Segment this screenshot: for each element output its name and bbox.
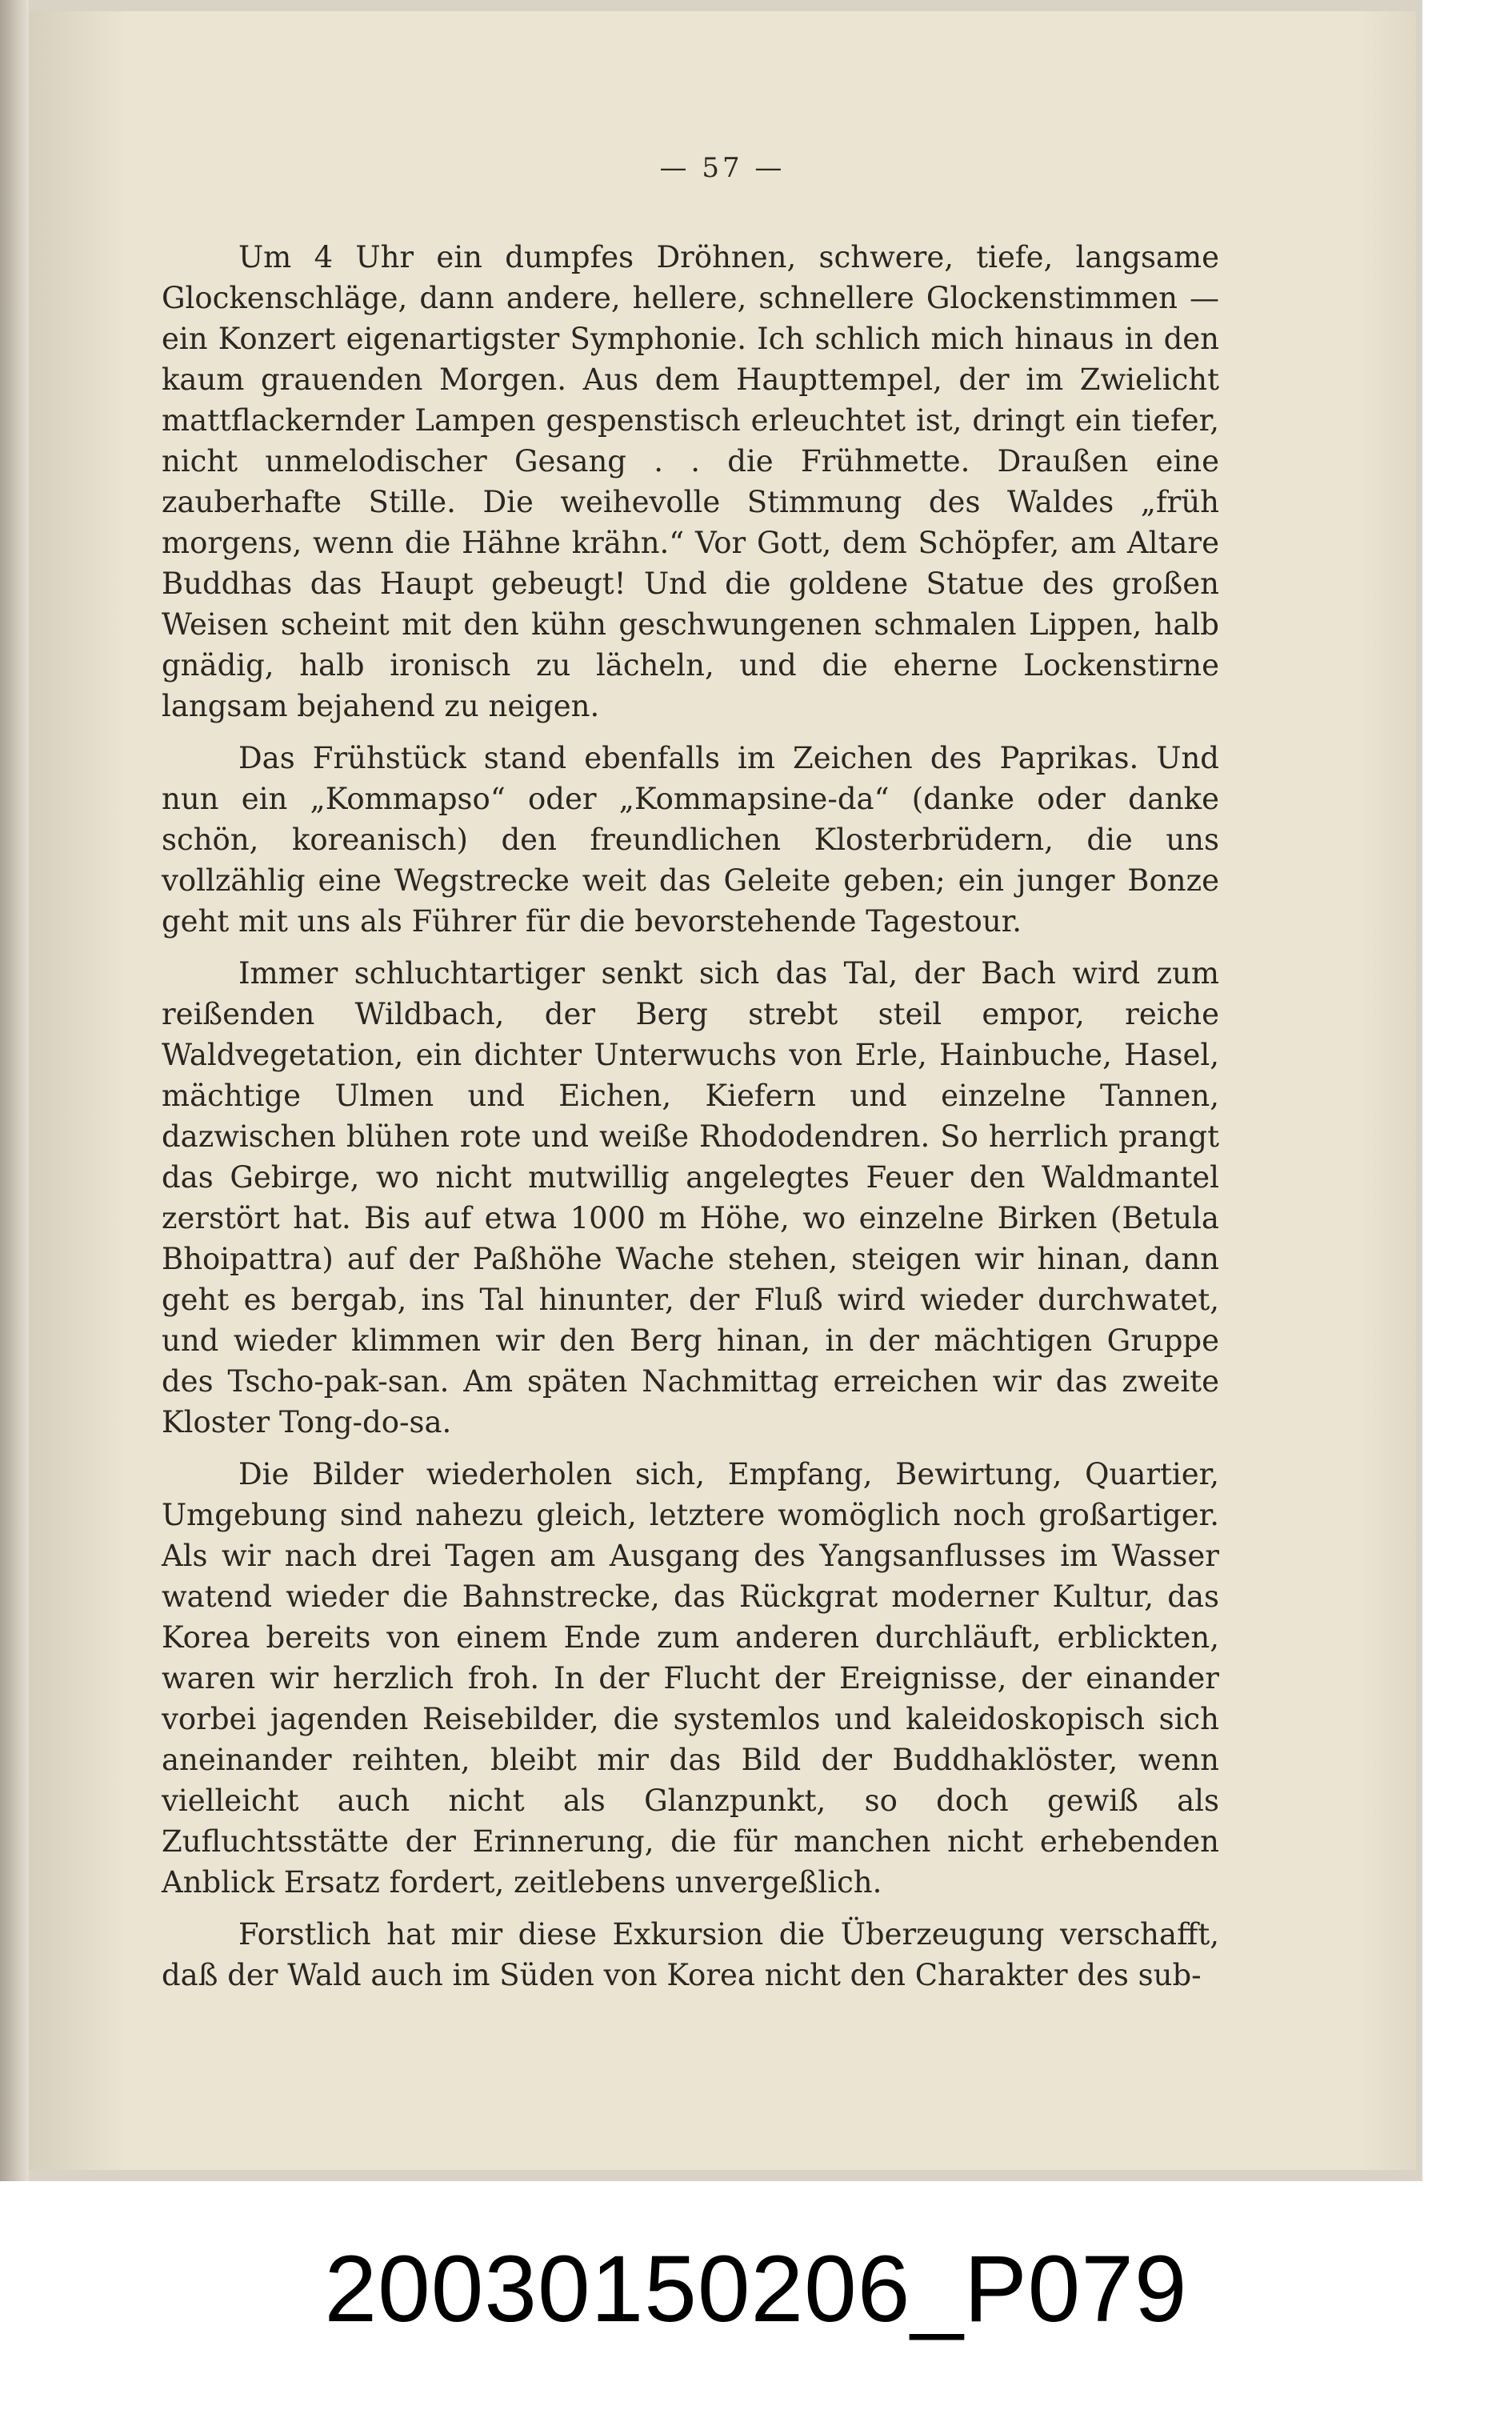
archive-identifier-label: 20030150206_P079: [324, 2236, 1188, 2342]
paragraph-forestry: Forstlich hat mir diese Exkursion die Überzeugung verschafft, daß der Wald auch im Süden von Korea nicht den Charakter des sub-: [162, 1917, 1219, 1992]
page-number-header: — 57 —: [659, 152, 786, 184]
page-body-text: [162, 237, 1219, 1996]
paragraph-valley-hike: Immer schluchtartiger senkt sich das Tal, der Bach wird zum reißenden Wildbach, der Berg strebt steil empor, reiche Waldvegetation, ein dichter Unterwuchs von Erle, Hainbuche, Hasel, mächtige Ulmen und Eichen, Kiefern und einzelne Tannen, dazwischen blühen rote und weiße Rhododendren. So herrlich prangt das Gebirge, wo nicht mutwillig angelegtes Feuer den Waldmantel zerstört hat. Bis auf etwa 1000 m Höhe, wo einzelne Birken (Betula Bhoipattra) auf der Paßhöhe Wache stehen, steigen wir hinan, dann geht es bergab, ins Tal hinunter, der Fluß wird wieder durchwatet, und wieder klimmen wir den Berg hinan, in der mächtigen Gruppe des Tscho-pak-san. Am späten Nachmittag erreichen wir das zweite Kloster Tong-do-sa.: [162, 956, 1219, 1439]
paragraph-return: Die Bilder wiederholen sich, Empfang, Bewirtung, Quartier, Umgebung sind nahezu gleich, letztere womöglich noch großartiger. Als wir nach drei Tagen am Ausgang des Yangsanflusses im Wasser watend wieder die Bahnstrecke, das Rückgrat moderner Kultur, das Korea bereits von einem Ende zum anderen durchläuft, erblickten, waren wir herzlich froh. In der Flucht der Ereignisse, der einander vorbei jagenden Reisebilder, die systemlos und kaleidoskopisch sich aneinander reihten, bleibt mir das Bild der Buddhaklöster, wenn vielleicht auch nicht als Glanzpunkt, so doch gewiß als Zufluchtsstätte der Erinnerung, die für manchen nicht erhebenden Anblick Ersatz fordert, zeitlebens unvergeßlich.: [162, 1457, 1219, 1900]
paragraph-breakfast: Das Frühstück stand ebenfalls im Zeichen des Paprikas. Und nun ein „Kommapso“ oder „Kommapsine-da“ (danke oder danke schön, koreanisch) den freundlichen Klosterbrüdern, die uns vollzählig eine Wegstrecke weit das Geleite geben; ein junger Bonze geht mit uns als Führer für die bevorstehende Tagestour.: [162, 741, 1219, 939]
paragraph-morning-bells: Um 4 Uhr ein dumpfes Dröhnen, schwere, tiefe, langsame Glockenschläge, dann andere, hellere, schnellere Glockenstimmen — ein Konzert eigenartigster Symphonie. Ich schlich mich hinaus in den kaum grauenden Morgen. Aus dem Haupttempel, der im Zwielicht mattflackernder Lampen gespenstisch erleuchtet ist, dringt ein tiefer, nicht unmelodischer Gesang . . die Frühmette. Draußen eine zauberhafte Stille. Die weihevolle Stimmung des Waldes „früh morgens, wenn die Hähne krähn.“ Vor Gott, dem Schöpfer, am Altare Buddhas das Haupt gebeugt! Und die goldene Statue des großen Weisen scheint mit den kühn geschwungenen schmalen Lippen, halb gnädig, halb ironisch zu lächeln, und die eherne Lockenstirne langsam bejahend zu neigen.: [162, 240, 1219, 723]
book-binding-edge: [0, 0, 29, 2181]
